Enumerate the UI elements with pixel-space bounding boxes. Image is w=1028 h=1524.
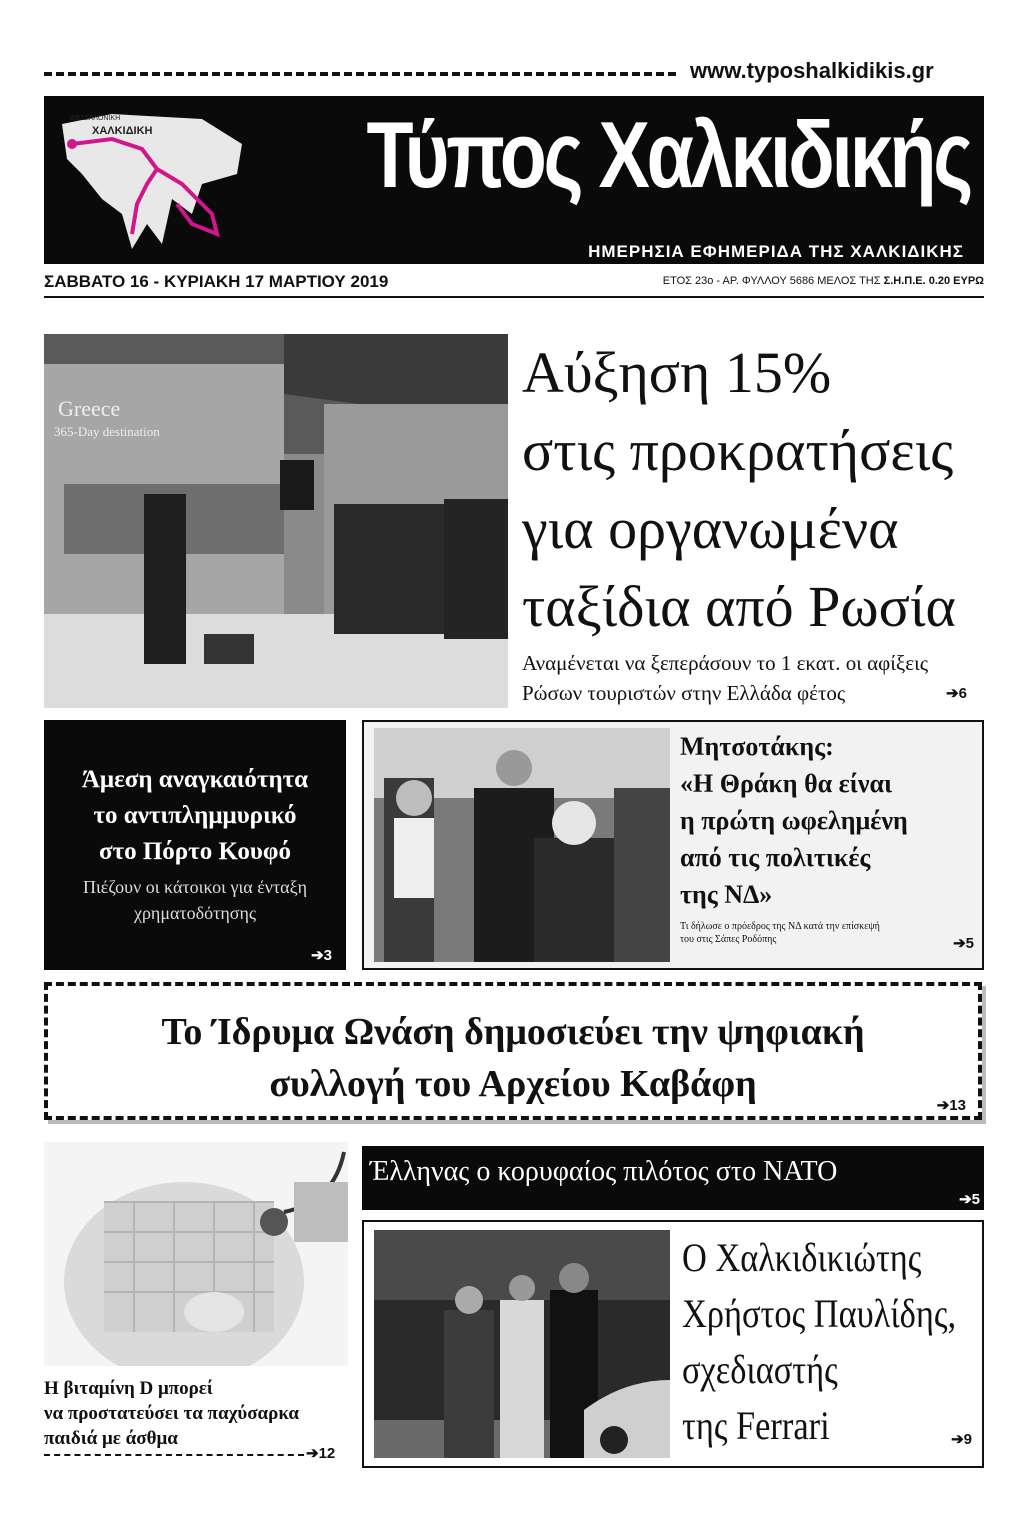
vitamin-page-ref[interactable]: ➔12 <box>306 1445 336 1462</box>
mitsotakis-photo <box>374 728 670 962</box>
ferrari-headline-line: της Ferrari <box>682 1403 830 1448</box>
portokoufo-subhead-line: Πιέζουν οι κάτοικοι για ένταξη <box>82 877 308 897</box>
lead-headline-line: ταξίδια από Ρωσία <box>522 574 956 639</box>
mitsotakis-headline-line: Μητσοτάκης: <box>680 732 834 761</box>
mitsotakis-subhead-line: Τι δήλωσε ο πρόεδρος της ΝΔ κατά την επίσκεψή <box>680 921 880 932</box>
onassis-headline-line: Το Ίδρυμα Ωνάση δημοσιεύει την ψηφιακή <box>161 1011 865 1053</box>
onassis-headline <box>48 1006 978 1110</box>
lead-photo-sign-1: Greece <box>58 396 121 421</box>
lead-headline-line: στις προκρατήσεις <box>522 418 954 483</box>
issue-info <box>663 275 984 287</box>
header-dashed-rule <box>44 72 676 76</box>
ferrari-headline-line: Ο Χαλκιδικιώτης <box>682 1235 922 1280</box>
website-url[interactable]: www.typoshalkidikis.gr <box>690 58 934 83</box>
issue-date: ΣΑΒΒΑΤΟ 16 - ΚΥΡΙΑΚΗ 17 ΜΑΡΤΙΟΥ 2019 <box>44 272 389 291</box>
mitsotakis-subhead-line: του στις Σάπες Ροδόπης <box>680 934 777 945</box>
map-label-city: ΘΕΣΣΑΛΟΝΙΚΗ <box>70 115 121 122</box>
vitamin-text-line: Η βιταμίνη D μπορεί <box>44 1378 213 1399</box>
onassis-page-ref[interactable]: ➔13 <box>936 1097 966 1114</box>
lead-headline-line: για οργανωμένα <box>522 496 899 561</box>
mitsotakis-headline-line: από τις πολιτικές <box>680 843 871 872</box>
mitsotakis-subhead <box>680 920 940 946</box>
newspaper-subtitle: ΗΜΕΡΗΣΙΑ ΕΦΗΜΕΡΙΔΑ ΤΗΣ ΧΑΛΚΙΔΙΚΗΣ <box>588 242 964 261</box>
vitamin-dashed-rule <box>44 1454 304 1456</box>
nato-page-ref[interactable]: ➔5 <box>959 1191 980 1208</box>
portokoufo-page-ref[interactable]: ➔3 <box>311 947 332 964</box>
mitsotakis-box[interactable] <box>362 720 984 970</box>
lead-subhead-line: Ρώσων τουριστών στην Ελλάδα φέτος <box>522 681 846 705</box>
ferrari-headline-line: Χρήστος Παυλίδης, <box>682 1291 957 1336</box>
map-label-region: ΧΑΛΚΙΔΙΚΗ <box>92 125 153 137</box>
lead-subhead-line: Αναμένεται να ξεπεράσουν το 1 εκατ. οι αφίξεις <box>522 651 929 675</box>
ferrari-headline-line: σχεδιαστής <box>682 1347 838 1392</box>
portokoufo-subhead <box>44 874 346 926</box>
vitamin-text-line: παιδιά με άσθμα <box>44 1428 178 1449</box>
nato-headline: Έλληνας ο κορυφαίος πιλότος στο ΝΑΤΟ <box>370 1156 838 1187</box>
vitamin-text-line: να προστατεύσει τα παχύσαρκα <box>44 1403 299 1424</box>
lead-photo-sign-2: 365-Day destination <box>54 424 160 439</box>
mitsotakis-headline-line: «Η Θράκη θα είναι <box>680 769 893 798</box>
header-rule <box>44 296 984 298</box>
issue-price: Σ.Η.Π.Ε. 0.20 ΕΥΡΩ <box>883 275 984 287</box>
lead-headline-line: Αύξηση 15% <box>522 340 832 405</box>
lead-page-ref[interactable]: ➔6 <box>946 685 967 702</box>
ferrari-headline <box>682 1230 957 1454</box>
ferrari-page-ref[interactable]: ➔9 <box>951 1431 972 1448</box>
newspaper-title: Τύπος Χαλκιδικής <box>366 102 970 207</box>
portokoufo-headline-line: στο Πόρτο Κουφό <box>98 838 292 865</box>
lead-photo[interactable] <box>44 334 508 708</box>
lead-subhead <box>522 648 992 708</box>
portokoufo-box[interactable] <box>44 720 346 970</box>
vitamin-photo[interactable] <box>44 1142 348 1366</box>
mitsotakis-headline-line: η πρώτη ωφελημένη <box>680 806 908 835</box>
ferrari-box[interactable] <box>362 1220 984 1468</box>
ferrari-photo <box>374 1230 670 1458</box>
chalkidiki-map-logo <box>52 104 252 254</box>
portokoufo-headline-line: Άμεση αναγκαιότητα <box>81 766 309 793</box>
lead-headline[interactable] <box>522 334 1002 646</box>
vitamin-text[interactable] <box>44 1376 354 1451</box>
portokoufo-headline-line: το αντιπλημμυρικό <box>93 802 297 829</box>
portokoufo-subhead-line: χρηματοδότησης <box>133 903 257 923</box>
nato-box[interactable] <box>362 1146 984 1210</box>
portokoufo-headline <box>44 762 346 870</box>
masthead <box>44 96 984 264</box>
onassis-box[interactable] <box>44 982 982 1120</box>
mitsotakis-headline <box>680 728 980 913</box>
mitsotakis-headline-line: της ΝΔ» <box>680 880 773 909</box>
mitsotakis-page-ref[interactable]: ➔5 <box>953 935 974 952</box>
onassis-headline-line: συλλογή του Αρχείου Καβάφη <box>269 1063 757 1105</box>
issue-info-text: ΕΤΟΣ 23ο - ΑΡ. ΦΥΛΛΟΥ 5686 ΜΕΛΟΣ ΤΗΣ <box>662 275 881 287</box>
